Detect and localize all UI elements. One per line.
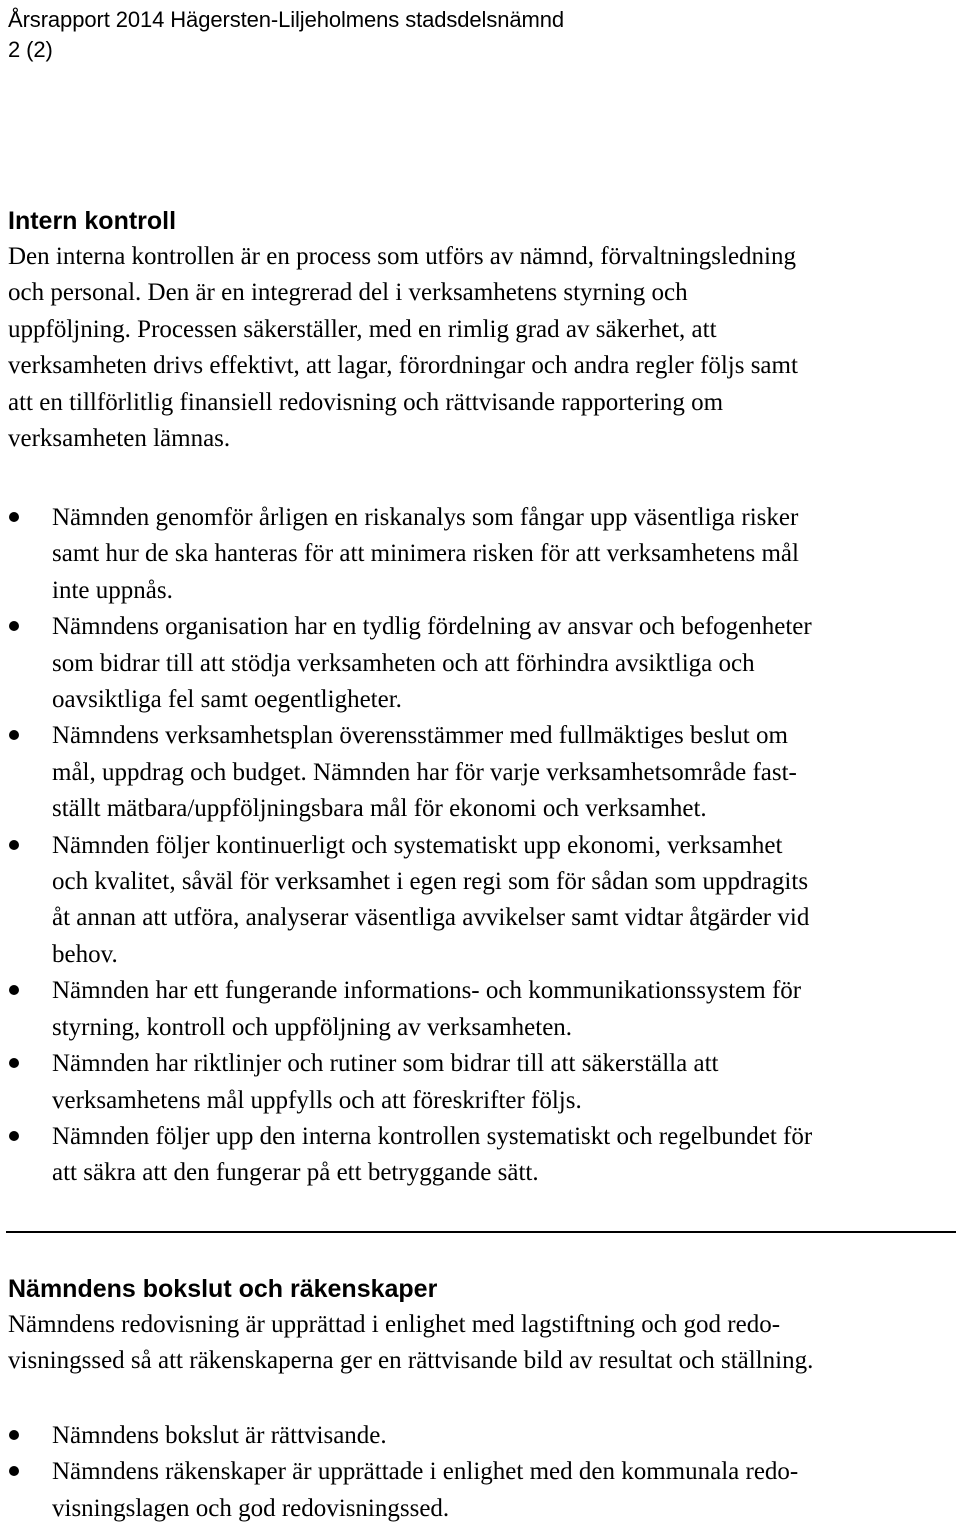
list-item-line: verksamhetens mål uppfylls och att föreskrifter följs. <box>52 1086 582 1114</box>
section-bokslut <box>8 1271 956 1380</box>
list-item <box>8 609 956 718</box>
list-item-line: som bidrar till att stödja verksamheten och att förhindra avsiktliga och <box>52 649 755 677</box>
paragraph-line: och personal. Den är en integrerad del i verksamhetens styrning och <box>8 279 688 307</box>
list-item <box>8 718 956 827</box>
page-header <box>8 5 564 65</box>
list-item <box>8 1119 956 1192</box>
list-item-line: Nämndens verksamhetsplan överensstämmer med fullmäktiges beslut om <box>52 722 788 750</box>
bullet-icon <box>9 840 19 850</box>
bullet-icon <box>9 1131 19 1141</box>
list-item <box>8 1046 956 1119</box>
list-item-line: Nämnden följer kontinuerligt och systematiskt upp ekonomi, verksamhet <box>52 831 783 859</box>
page-number: 2 (2) <box>8 37 53 62</box>
report-title: Årsrapport 2014 Hägersten-Liljeholmens stadsdelsnämnd <box>8 7 565 32</box>
list-item-line: Nämnden har ett fungerande informations- och kommunikationssystem för <box>52 977 802 1005</box>
list-item-line: och kvalitet, såväl för verksamhet i egen regi som för sådan som uppdragits <box>52 868 809 896</box>
list-item-line: åt annan att utföra, analyserar väsentliga avvikelser samt vidtar åtgärder vid <box>52 904 810 932</box>
bullet-icon <box>9 1466 19 1476</box>
list-item-line: oavsiktliga fel samt oegentligheter. <box>52 686 402 714</box>
bullet-icon <box>9 512 19 522</box>
paragraph-line: uppföljning. Processen säkerställer, med en rimlig grad av säkerhet, att <box>8 315 717 343</box>
bullet-icon <box>9 985 19 995</box>
bullet-icon <box>9 1058 19 1068</box>
list-item-line: Nämndens bokslut är rättvisande. <box>52 1422 387 1449</box>
list-item-line: inte uppnås. <box>52 576 173 604</box>
list-item-line: Nämndens organisation har en tydlig fördelning av ansvar och befogenheter <box>52 613 812 641</box>
bullet-icon <box>9 730 19 740</box>
list-item-line: ställt mätbara/uppföljningsbara mål för ekonomi och verksamhet. <box>52 795 707 823</box>
list-item-line: visningslagen och god redovisningssed. <box>52 1494 450 1522</box>
list-item <box>8 828 956 974</box>
intro-paragraph <box>8 239 956 457</box>
section-heading: Nämndens bokslut och räkenskaper <box>8 1275 438 1303</box>
list-item-line: att säkra att den fungerar på ett betryggande sätt. <box>52 1159 539 1187</box>
bullet-list-intern-kontroll <box>8 500 956 1192</box>
list-item-line: behov. <box>52 940 118 968</box>
section-intern-kontroll <box>8 203 956 457</box>
list-item-line: Nämnden genomför årligen en riskanalys som fångar upp väsentliga risker <box>52 504 799 531</box>
intro-paragraph <box>8 1307 956 1380</box>
bullet-icon <box>9 621 19 631</box>
section-heading: Intern kontroll <box>8 207 177 235</box>
list-item <box>8 500 956 609</box>
list-item <box>8 973 956 1046</box>
paragraph-line: visningssed så att räkenskaperna ger en rättvisande bild av resultat och ställning. <box>8 1347 814 1375</box>
list-item-line: mål, uppdrag och budget. Nämnden har för varje verksamhetsområde fast- <box>52 758 797 786</box>
paragraph-line: verksamheten drivs effektivt, att lagar, förordningar och andra regler följs samt <box>8 352 798 380</box>
section-divider <box>6 1231 956 1233</box>
paragraph-line: verksamheten lämnas. <box>8 425 231 453</box>
paragraph-line: Den interna kontrollen är en process som utförs av nämnd, förvaltningsledning <box>8 243 797 270</box>
list-item-line: styrning, kontroll och uppföljning av verksamheten. <box>52 1013 573 1041</box>
list-item <box>8 1454 956 1527</box>
list-item <box>8 1418 956 1454</box>
paragraph-line: att en tillförlitlig finansiell redovisning och rättvisande rapportering om <box>8 388 724 416</box>
list-item-line: Nämnden har riktlinjer och rutiner som bidrar till att säkerställa att <box>52 1050 719 1078</box>
bullet-list-bokslut <box>8 1418 956 1527</box>
bullet-icon <box>9 1430 19 1440</box>
list-item-line: Nämnden följer upp den interna kontrollen systematiskt och regelbundet för <box>52 1122 813 1150</box>
paragraph-line: Nämndens redovisning är upprättad i enlighet med lagstiftning och god redo- <box>8 1311 781 1338</box>
list-item-line: Nämndens räkenskaper är upprättade i enlighet med den kommunala redo- <box>52 1458 799 1486</box>
list-item-line: samt hur de ska hanteras för att minimera risken för att verksamhetens mål <box>52 540 799 568</box>
